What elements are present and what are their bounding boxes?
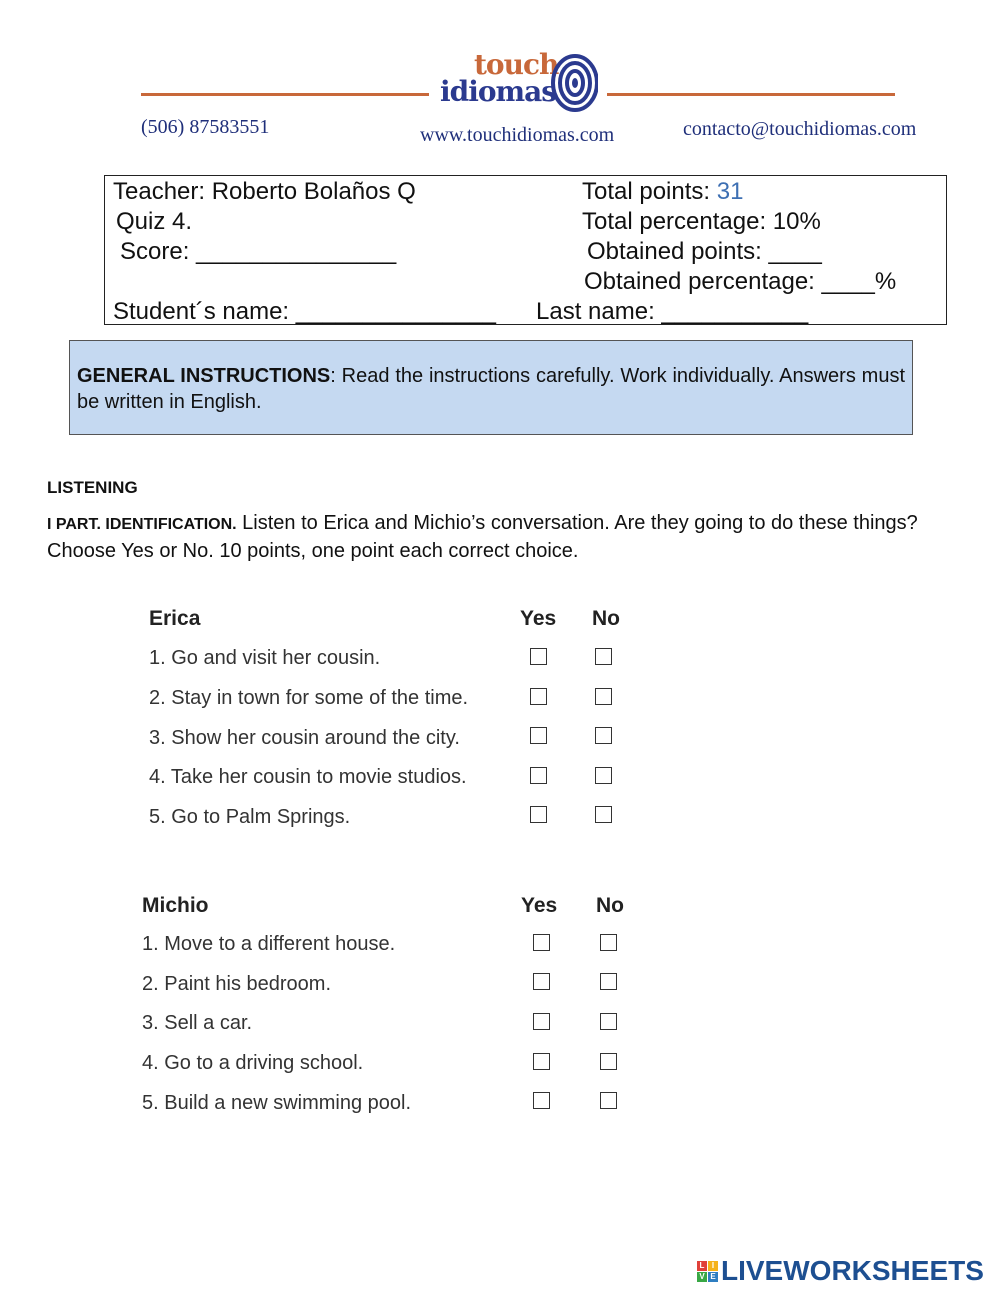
michio-no-header: No xyxy=(596,894,624,917)
erica-item-3-yes-checkbox[interactable] xyxy=(530,727,547,744)
swirl-logo-icon xyxy=(548,54,598,112)
erica-item-2: 2. Stay in town for some of the time. xyxy=(149,687,469,709)
block-i: I xyxy=(708,1261,718,1271)
letterhead-line-left xyxy=(141,93,429,96)
erica-item-4-yes-checkbox[interactable] xyxy=(530,767,547,784)
block-v: V xyxy=(697,1272,707,1282)
logo-text-touch: touch xyxy=(474,48,559,81)
part-one-label: I PART. IDENTIFICATION. xyxy=(47,516,237,533)
michio-item-3-yes-checkbox[interactable] xyxy=(533,1013,550,1030)
michio-item-5: 5. Build a new swimming pool. xyxy=(142,1092,412,1114)
erica-item-1-no-checkbox[interactable] xyxy=(595,648,612,665)
erica-yes-header: Yes xyxy=(520,607,557,630)
liveworksheets-logo xyxy=(697,1255,984,1287)
obtained-points-line: Obtained points: ____ xyxy=(587,238,822,265)
touch-idiomas-logo xyxy=(440,50,600,120)
total-points-label: Total points: xyxy=(582,178,717,205)
block-l: L xyxy=(697,1261,707,1271)
michio-item-1-yes-checkbox[interactable] xyxy=(533,934,550,951)
score-line: Score: _______________ xyxy=(120,238,397,265)
erica-item-2-no-checkbox[interactable] xyxy=(595,688,612,705)
quiz-number: Quiz 4. xyxy=(116,208,193,235)
michio-item-2-yes-checkbox[interactable] xyxy=(533,973,550,990)
last-name-line: Last name: ___________ xyxy=(536,298,809,325)
erica-item-1: 1. Go and visit her cousin. xyxy=(149,647,381,669)
instructions-label: GENERAL INSTRUCTIONS xyxy=(77,365,331,387)
total-points-line xyxy=(582,178,743,206)
michio-yes-header: Yes xyxy=(521,894,558,917)
erica-item-5-no-checkbox[interactable] xyxy=(595,806,612,823)
erica-no-header: No xyxy=(592,607,620,630)
michio-item-1-no-checkbox[interactable] xyxy=(600,934,617,951)
michio-item-2-no-checkbox[interactable] xyxy=(600,973,617,990)
section-title-listening: LISTENING xyxy=(47,478,138,497)
erica-item-4: 4. Take her cousin to movie studios. xyxy=(149,766,467,788)
erica-item-1-yes-checkbox[interactable] xyxy=(530,648,547,665)
michio-item-2: 2. Paint his bedroom. xyxy=(142,973,331,995)
erica-item-5: 5. Go to Palm Springs. xyxy=(149,806,351,828)
phone-number: (506) 87583551 xyxy=(141,116,270,138)
part-one-instructions xyxy=(47,510,947,564)
total-points-value: 31 xyxy=(716,178,744,205)
student-name-line: Student´s name: _______________ xyxy=(113,298,496,325)
instructions-text: : Read the instructions carefully. Work individually. Answers must be written in English. xyxy=(77,365,905,413)
erica-item-2-yes-checkbox[interactable] xyxy=(530,688,547,705)
michio-item-3: 3. Sell a car. xyxy=(142,1012,253,1034)
teacher-line: Teacher: Roberto Bolaños Q xyxy=(113,178,416,205)
michio-item-4: 4. Go to a driving school. xyxy=(142,1052,364,1074)
erica-title: Erica xyxy=(149,607,201,630)
total-percentage-line: Total percentage: 10% xyxy=(582,208,821,235)
michio-item-4-yes-checkbox[interactable] xyxy=(533,1053,550,1070)
michio-item-3-no-checkbox[interactable] xyxy=(600,1013,617,1030)
erica-item-3: 3. Show her cousin around the city. xyxy=(149,727,460,749)
erica-item-4-no-checkbox[interactable] xyxy=(595,767,612,784)
obtained-percentage-line: Obtained percentage: ____% xyxy=(584,268,897,295)
email-address: contacto@touchidiomas.com xyxy=(683,118,917,140)
liveworksheets-brand: LIVEWORKSHEETS xyxy=(721,1255,984,1286)
michio-item-5-no-checkbox[interactable] xyxy=(600,1092,617,1109)
michio-item-5-yes-checkbox[interactable] xyxy=(533,1092,550,1109)
michio-title: Michio xyxy=(142,894,209,917)
general-instructions-box xyxy=(69,340,913,435)
liveworksheets-blocks-icon xyxy=(697,1261,718,1282)
part-one-text: Listen to Erica and Michio’s conversation. Are they going to do these things? Choose Yes or No. 10 points, one point each correct choice. xyxy=(47,512,918,562)
erica-item-5-yes-checkbox[interactable] xyxy=(530,806,547,823)
block-e: E xyxy=(708,1272,718,1282)
logo-text-idiomas: idiomas xyxy=(440,75,557,108)
letterhead-line-right xyxy=(607,93,895,96)
michio-item-1: 1. Move to a different house. xyxy=(142,933,396,955)
michio-item-4-no-checkbox[interactable] xyxy=(600,1053,617,1070)
website-url: www.touchidiomas.com xyxy=(420,124,615,146)
erica-item-3-no-checkbox[interactable] xyxy=(595,727,612,744)
